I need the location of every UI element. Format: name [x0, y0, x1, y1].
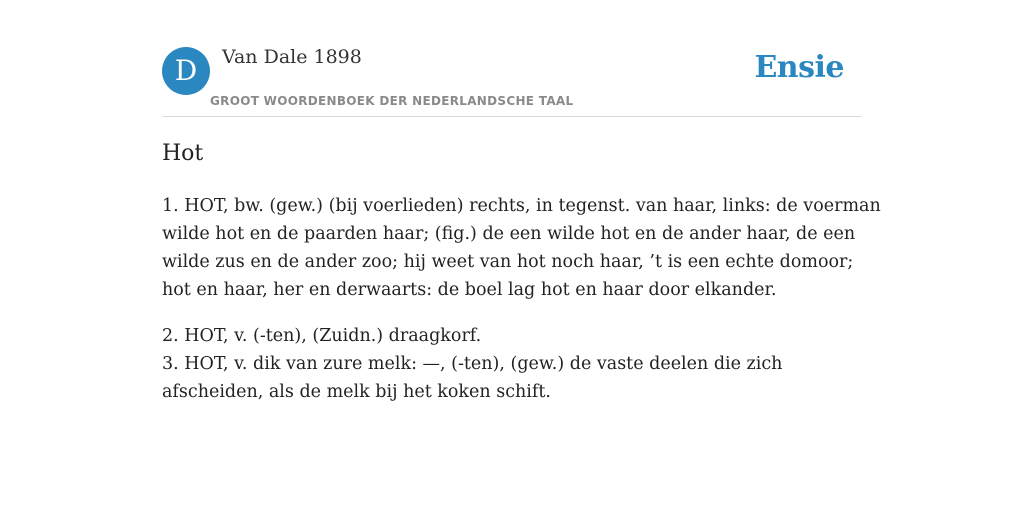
- entry-content: [162, 138, 881, 424]
- header: [162, 44, 862, 117]
- entry-title: Hot: [162, 141, 204, 166]
- source-logo[interactable]: D: [162, 47, 210, 95]
- brand-logo[interactable]: Ensie: [754, 50, 844, 85]
- source-name[interactable]: Van Dale 1898: [222, 46, 362, 68]
- definition-paragraph: [162, 192, 881, 304]
- definition-line: afscheiden, als de melk bij het koken schift.: [162, 382, 551, 402]
- definition-paragraph: [162, 322, 862, 406]
- definition-line: 1. HOT, bw. (gew.) (bij voerlieden) rechts, in tegenst. van haar, links: de voerman: [162, 196, 881, 216]
- definition-line: 2. HOT, v. (-ten), (Zuidn.) draagkorf.: [162, 326, 482, 346]
- definition-line: 3. HOT, v. dik van zure melk: —, (-ten), (gew.) de vaste deelen die zich: [162, 354, 783, 374]
- definition-line: wilde zus en de ander zoo; hij weet van hot noch haar, ’t is een echte domoor;: [162, 252, 854, 272]
- definition-line: wilde hot en de paarden haar; (fig.) de een wilde hot en de ander haar, de een: [162, 224, 856, 244]
- definition-line: hot en haar, her en derwaarts: de boel lag hot en haar door elkander.: [162, 280, 777, 300]
- source-subtitle: GROOT WOORDENBOEK DER NEDERLANDSCHE TAAL: [210, 94, 574, 108]
